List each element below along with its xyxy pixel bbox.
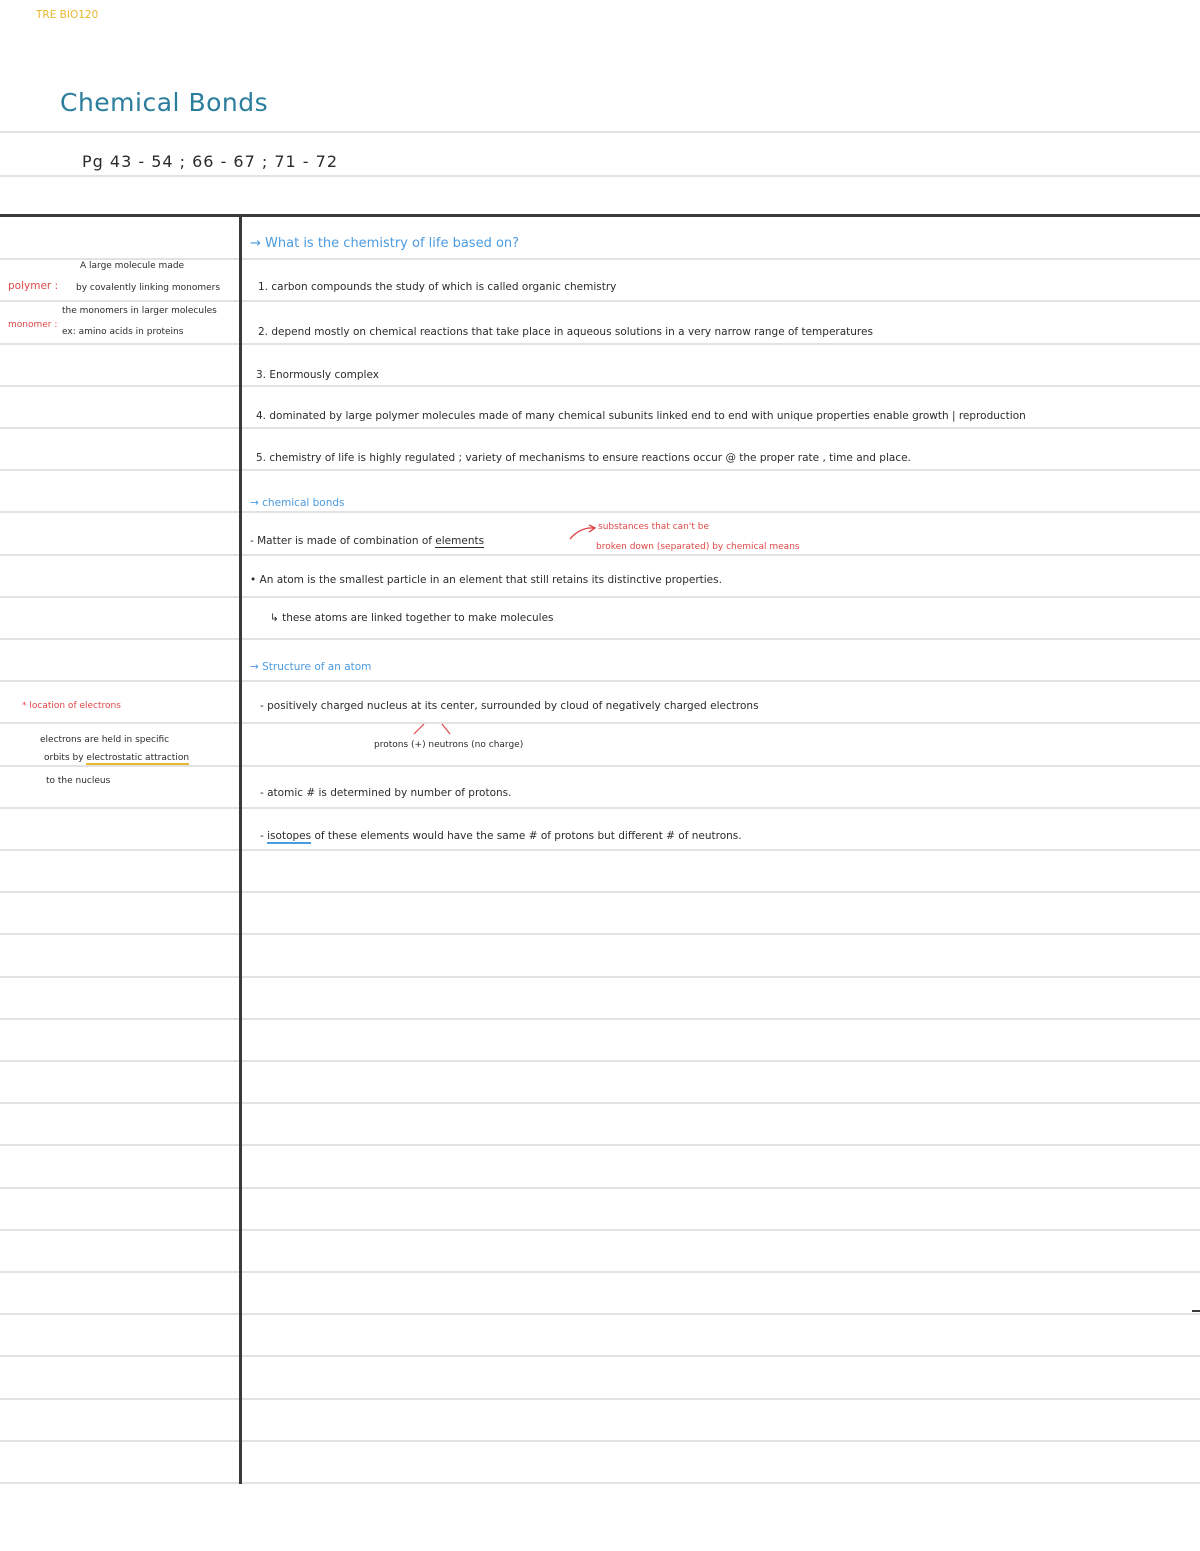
ruled-line bbox=[0, 427, 1200, 429]
ruled-line bbox=[0, 385, 1200, 387]
ruled-line bbox=[0, 1229, 1200, 1231]
nucleus-note: - positively charged nucleus at its center, surrounded by cloud of negatively charged electrons bbox=[260, 700, 759, 712]
ruled-line bbox=[0, 807, 1200, 809]
ruled-line bbox=[0, 1313, 1200, 1315]
electron-location-term: * location of electrons bbox=[22, 701, 121, 711]
elements-definition-line-1: substances that can't be bbox=[598, 522, 709, 532]
ruled-line bbox=[0, 1482, 1200, 1484]
section-heading-atom-structure: → Structure of an atom bbox=[250, 661, 372, 673]
elements-definition-line-2: broken down (separated) by chemical means bbox=[596, 542, 800, 552]
note-item-3: 3. Enormously complex bbox=[256, 369, 379, 381]
ruled-line bbox=[0, 1398, 1200, 1400]
ruled-line bbox=[0, 554, 1200, 556]
course-code: TRE BIO120 bbox=[36, 9, 99, 21]
ruled-line bbox=[0, 933, 1200, 935]
electron-note-line-2 bbox=[44, 753, 189, 764]
elements-annotation-arrow bbox=[568, 525, 598, 545]
ruled-line bbox=[0, 343, 1200, 345]
electron-note-line-3: to the nucleus bbox=[46, 776, 111, 786]
page-title: Chemical Bonds bbox=[60, 88, 269, 117]
isotopes-note bbox=[260, 830, 742, 843]
ruled-line bbox=[0, 1102, 1200, 1104]
note-item-5: 5. chemistry of life is highly regulated ; variety of mechanisms to ensure reactions occur @ the proper rate , time and place. bbox=[256, 452, 911, 464]
ruled-line bbox=[0, 511, 1200, 513]
ruled-line bbox=[0, 596, 1200, 598]
ruled-line bbox=[0, 891, 1200, 893]
section-heading-chemical-bonds: → chemical bonds bbox=[250, 497, 345, 509]
ruled-line bbox=[0, 175, 1200, 177]
ruled-line bbox=[0, 849, 1200, 851]
electron-note-line-2-text: orbits by bbox=[44, 753, 84, 763]
nucleus-components: protons (+) neutrons (no charge) bbox=[374, 740, 524, 750]
atom-definition: • An atom is the smallest particle in an element that still retains its distinctive properties. bbox=[250, 574, 722, 586]
ruled-line bbox=[0, 976, 1200, 978]
ruled-line bbox=[0, 1018, 1200, 1020]
electrostatic-attraction-highlight: electrostatic attraction bbox=[86, 753, 190, 763]
atomic-number-note: - atomic # is determined by number of protons. bbox=[260, 787, 512, 799]
monomer-term: monomer : bbox=[8, 320, 58, 330]
isotopes-underlined: isotopes bbox=[267, 830, 312, 842]
ruled-line bbox=[0, 300, 1200, 302]
ruled-line bbox=[0, 1440, 1200, 1442]
edge-tick-mark bbox=[1192, 1310, 1200, 1312]
isotopes-note-bullet: - bbox=[260, 830, 268, 842]
page-references: Pg 43 - 54 ; 66 - 67 ; 71 - 72 bbox=[82, 152, 339, 171]
note-item-2: 2. depend mostly on chemical reactions that take place in aqueous solutions in a very narrow range of temperatures bbox=[258, 326, 873, 338]
nucleus-branch-lines bbox=[410, 722, 460, 738]
polymer-term: polymer : bbox=[8, 280, 59, 292]
isotopes-note-text: of these elements would have the same # of protons but different # of neutrons. bbox=[314, 830, 742, 842]
ruled-line bbox=[0, 638, 1200, 640]
polymer-definition-line-2: by covalently linking monomers bbox=[76, 283, 221, 293]
matter-note bbox=[250, 535, 484, 548]
ruled-line bbox=[0, 1355, 1200, 1357]
ruled-line bbox=[0, 1187, 1200, 1189]
ruled-line bbox=[0, 131, 1200, 133]
margin-divider bbox=[239, 216, 242, 1484]
electron-note-line-1: electrons are held in specific bbox=[40, 735, 170, 745]
section-heading-chemistry-of-life: → What is the chemistry of life based on? bbox=[250, 236, 520, 251]
polymer-definition-line-1: A large molecule made bbox=[80, 261, 185, 271]
atoms-form-molecules: ↳ these atoms are linked together to make molecules bbox=[270, 612, 554, 624]
ruled-line bbox=[0, 1060, 1200, 1062]
ruled-line bbox=[0, 680, 1200, 682]
elements-underlined: elements bbox=[435, 535, 485, 547]
ruled-line bbox=[0, 1144, 1200, 1146]
matter-note-text: - Matter is made of combination of bbox=[250, 535, 432, 547]
ruled-line bbox=[0, 722, 1200, 724]
ruled-line bbox=[0, 1271, 1200, 1273]
monomer-definition-line-1: the monomers in larger molecules bbox=[62, 306, 217, 316]
note-item-1: 1. carbon compounds the study of which is called organic chemistry bbox=[258, 281, 617, 293]
note-item-4: 4. dominated by large polymer molecules made of many chemical subunits linked end to end with unique properties enable growth | reproduction bbox=[256, 410, 1026, 422]
ruled-line bbox=[0, 469, 1200, 471]
ruled-line bbox=[0, 258, 1200, 260]
monomer-definition-line-2: ex: amino acids in proteins bbox=[62, 327, 184, 337]
heading-divider bbox=[0, 214, 1200, 217]
ruled-line bbox=[0, 765, 1200, 767]
